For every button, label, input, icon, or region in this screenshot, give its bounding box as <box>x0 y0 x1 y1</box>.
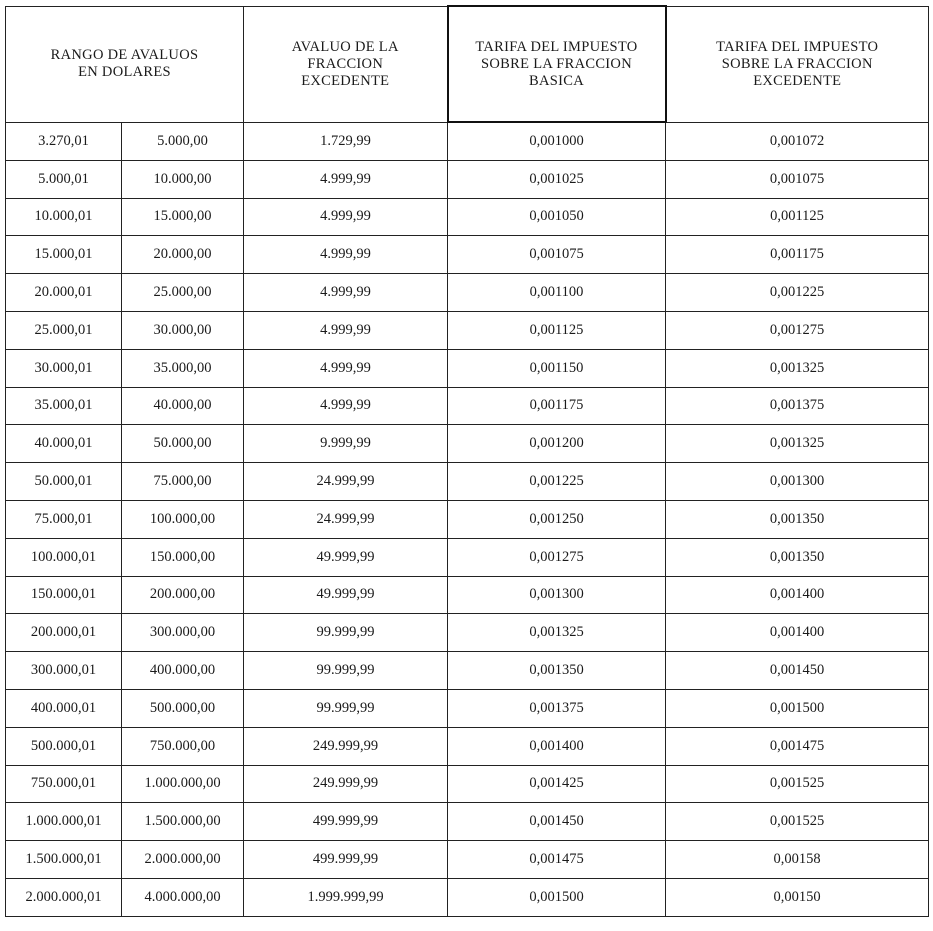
tarifa-basica-cell: 0,001350 <box>448 652 666 690</box>
tarifa-basica-cell: 0,001100 <box>448 274 666 312</box>
header-row <box>6 6 929 122</box>
tarifa-excedente-cell: 0,00158 <box>666 841 929 879</box>
range-from-cell: 25.000,01 <box>6 311 122 349</box>
header-excedente-line3: EXCEDENTE <box>753 72 842 89</box>
table-row <box>6 425 929 463</box>
tarifa-excedente-cell: 0,001350 <box>666 500 929 538</box>
range-from-cell: 500.000,01 <box>6 727 122 765</box>
tarifa-excedente-cell: 0,001525 <box>666 765 929 803</box>
range-to-cell: 5.000,00 <box>122 122 244 160</box>
range-from-cell: 5.000,01 <box>6 160 122 198</box>
avaluo-excedente-cell: 24.999,99 <box>244 463 448 501</box>
avaluo-excedente-cell: 9.999,99 <box>244 425 448 463</box>
range-to-cell: 75.000,00 <box>122 463 244 501</box>
range-to-cell: 100.000,00 <box>122 500 244 538</box>
range-to-cell: 500.000,00 <box>122 689 244 727</box>
avaluo-excedente-cell: 49.999,99 <box>244 576 448 614</box>
range-to-cell: 20.000,00 <box>122 236 244 274</box>
header-rango-line2: EN DOLARES <box>78 64 171 80</box>
tarifa-basica-cell: 0,001275 <box>448 538 666 576</box>
range-from-cell: 75.000,01 <box>6 500 122 538</box>
tarifa-excedente-cell: 0,001350 <box>666 538 929 576</box>
tarifa-excedente-cell: 0,001175 <box>666 236 929 274</box>
tarifa-basica-cell: 0,001050 <box>448 198 666 236</box>
tarifa-excedente-cell: 0,001275 <box>666 311 929 349</box>
header-excedente-line2: SOBRE LA FRACCION <box>721 55 873 72</box>
range-from-cell: 150.000,01 <box>6 576 122 614</box>
tarifa-excedente-cell: 0,001400 <box>666 576 929 614</box>
range-from-cell: 35.000,01 <box>6 387 122 425</box>
tarifa-basica-cell: 0,001225 <box>448 463 666 501</box>
table-row <box>6 349 929 387</box>
avaluo-excedente-cell: 1.729,99 <box>244 122 448 160</box>
tarifa-excedente-cell: 0,001225 <box>666 274 929 312</box>
table-row <box>6 463 929 501</box>
header-excedente-line1: TARIFA DEL IMPUESTO <box>716 38 879 55</box>
avaluo-excedente-cell: 4.999,99 <box>244 160 448 198</box>
range-from-cell: 750.000,01 <box>6 765 122 803</box>
table-row <box>6 198 929 236</box>
avaluo-excedente-cell: 99.999,99 <box>244 614 448 652</box>
range-to-cell: 1.000.000,00 <box>122 765 244 803</box>
avaluo-excedente-cell: 24.999,99 <box>244 500 448 538</box>
range-from-cell: 10.000,01 <box>6 198 122 236</box>
table-row <box>6 727 929 765</box>
table-row <box>6 500 929 538</box>
tarifa-excedente-cell: 0,001500 <box>666 689 929 727</box>
tarifa-basica-cell: 0,001450 <box>448 803 666 841</box>
range-to-cell: 40.000,00 <box>122 387 244 425</box>
range-from-cell: 30.000,01 <box>6 349 122 387</box>
tarifa-basica-cell: 0,001125 <box>448 311 666 349</box>
header-rango-line1: RANGO DE AVALUOS <box>50 47 199 63</box>
range-from-cell: 1.000.000,01 <box>6 803 122 841</box>
table-row <box>6 122 929 160</box>
tarifa-excedente-cell: 0,001450 <box>666 652 929 690</box>
range-from-cell: 300.000,01 <box>6 652 122 690</box>
tarifa-basica-cell: 0,001250 <box>448 500 666 538</box>
avaluo-excedente-cell: 1.999.999,99 <box>244 878 448 916</box>
range-from-cell: 50.000,01 <box>6 463 122 501</box>
range-to-cell: 400.000,00 <box>122 652 244 690</box>
tarifa-basica-cell: 0,001200 <box>448 425 666 463</box>
table-row <box>6 538 929 576</box>
range-to-cell: 200.000,00 <box>122 576 244 614</box>
range-from-cell: 100.000,01 <box>6 538 122 576</box>
range-to-cell: 300.000,00 <box>122 614 244 652</box>
tarifa-basica-cell: 0,001150 <box>448 349 666 387</box>
header-avaluo-line1: AVALUO DE LA <box>291 38 399 55</box>
tarifa-basica-cell: 0,001475 <box>448 841 666 879</box>
tarifa-excedente-cell: 0,001125 <box>666 198 929 236</box>
tarifa-excedente-cell: 0,001475 <box>666 727 929 765</box>
header-rango-avaluos <box>6 6 244 122</box>
range-to-cell: 35.000,00 <box>122 349 244 387</box>
range-from-cell: 15.000,01 <box>6 236 122 274</box>
header-basica-line1: TARIFA DEL IMPUESTO <box>475 38 638 55</box>
range-to-cell: 1.500.000,00 <box>122 803 244 841</box>
avaluo-excedente-cell: 499.999,99 <box>244 803 448 841</box>
avaluo-excedente-cell: 99.999,99 <box>244 652 448 690</box>
header-tarifa-excedente <box>666 6 929 122</box>
avaluo-excedente-cell: 4.999,99 <box>244 236 448 274</box>
header-tarifa-basica <box>448 6 666 122</box>
tarifa-excedente-cell: 0,001375 <box>666 387 929 425</box>
table-row <box>6 236 929 274</box>
tarifa-basica-cell: 0,001375 <box>448 689 666 727</box>
tarifa-excedente-cell: 0,001075 <box>666 160 929 198</box>
avaluo-excedente-cell: 4.999,99 <box>244 349 448 387</box>
avaluo-excedente-cell: 4.999,99 <box>244 198 448 236</box>
header-basica-line3: BASICA <box>529 72 584 89</box>
tarifa-basica-cell: 0,001025 <box>448 160 666 198</box>
table-row <box>6 878 929 916</box>
tarifa-basica-cell: 0,001300 <box>448 576 666 614</box>
tarifa-basica-cell: 0,001325 <box>448 614 666 652</box>
range-to-cell: 15.000,00 <box>122 198 244 236</box>
header-avaluo-fraccion-excedente <box>244 6 448 122</box>
table-row <box>6 311 929 349</box>
tarifa-excedente-cell: 0,00150 <box>666 878 929 916</box>
avaluo-excedente-cell: 49.999,99 <box>244 538 448 576</box>
avaluo-excedente-cell: 4.999,99 <box>244 311 448 349</box>
range-to-cell: 2.000.000,00 <box>122 841 244 879</box>
table-row <box>6 765 929 803</box>
avaluo-excedente-cell: 499.999,99 <box>244 841 448 879</box>
range-from-cell: 200.000,01 <box>6 614 122 652</box>
range-from-cell: 20.000,01 <box>6 274 122 312</box>
tarifa-basica-cell: 0,001500 <box>448 878 666 916</box>
tarifa-basica-cell: 0,001175 <box>448 387 666 425</box>
tarifa-excedente-cell: 0,001325 <box>666 349 929 387</box>
table-row <box>6 160 929 198</box>
table-row <box>6 803 929 841</box>
table-row <box>6 689 929 727</box>
tarifa-basica-cell: 0,001075 <box>448 236 666 274</box>
avaluo-excedente-cell: 4.999,99 <box>244 387 448 425</box>
range-to-cell: 150.000,00 <box>122 538 244 576</box>
avaluo-excedente-cell: 4.999,99 <box>244 274 448 312</box>
tarifa-excedente-cell: 0,001400 <box>666 614 929 652</box>
range-to-cell: 25.000,00 <box>122 274 244 312</box>
tarifa-excedente-cell: 0,001300 <box>666 463 929 501</box>
table-row <box>6 841 929 879</box>
tarifa-excedente-cell: 0,001072 <box>666 122 929 160</box>
tarifa-basica-cell: 0,001400 <box>448 727 666 765</box>
table-row <box>6 274 929 312</box>
range-from-cell: 1.500.000,01 <box>6 841 122 879</box>
tarifa-basica-cell: 0,001425 <box>448 765 666 803</box>
avaluo-excedente-cell: 249.999,99 <box>244 765 448 803</box>
tax-rate-table <box>5 5 929 917</box>
table-row <box>6 652 929 690</box>
range-to-cell: 4.000.000,00 <box>122 878 244 916</box>
avaluo-excedente-cell: 99.999,99 <box>244 689 448 727</box>
range-to-cell: 30.000,00 <box>122 311 244 349</box>
range-to-cell: 750.000,00 <box>122 727 244 765</box>
header-avaluo-line3: EXCEDENTE <box>301 72 390 89</box>
range-from-cell: 400.000,01 <box>6 689 122 727</box>
table-row <box>6 387 929 425</box>
range-from-cell: 3.270,01 <box>6 122 122 160</box>
header-avaluo-line2: FRACCION <box>307 55 384 72</box>
table-row <box>6 576 929 614</box>
table-body <box>6 122 929 916</box>
range-to-cell: 10.000,00 <box>122 160 244 198</box>
range-to-cell: 50.000,00 <box>122 425 244 463</box>
avaluo-excedente-cell: 249.999,99 <box>244 727 448 765</box>
range-from-cell: 40.000,01 <box>6 425 122 463</box>
header-basica-line2: SOBRE LA FRACCION <box>481 55 632 72</box>
range-from-cell: 2.000.000,01 <box>6 878 122 916</box>
tarifa-basica-cell: 0,001000 <box>448 122 666 160</box>
tax-rate-table-container <box>5 5 928 917</box>
tarifa-excedente-cell: 0,001525 <box>666 803 929 841</box>
tarifa-excedente-cell: 0,001325 <box>666 425 929 463</box>
table-row <box>6 614 929 652</box>
